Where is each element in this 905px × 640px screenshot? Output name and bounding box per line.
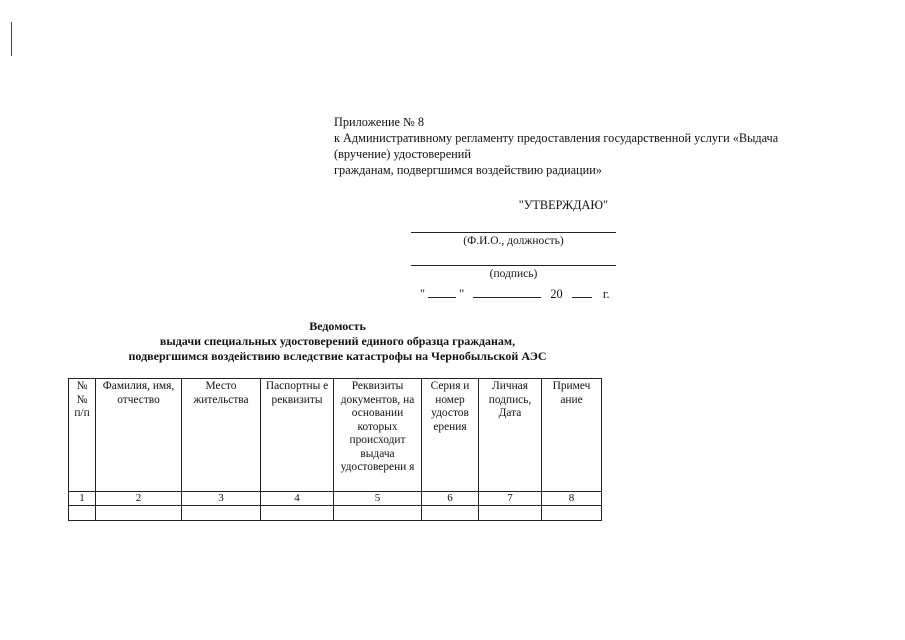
column-number-row	[69, 492, 602, 506]
column-number: 4	[261, 492, 334, 506]
appendix-reference: к Административному регламенту предоставления государственной услуги «Выдача	[334, 131, 779, 145]
margin-mark	[11, 22, 12, 56]
column-number: 1	[69, 492, 96, 506]
approval-title: "УТВЕРЖДАЮ"	[518, 198, 608, 212]
appendix-number: Приложение № 8	[334, 115, 425, 129]
header-cell-note: Примеч ание	[542, 379, 602, 492]
column-number: 2	[96, 492, 182, 506]
signature-caption: (подпись)	[489, 268, 538, 280]
empty-cell	[334, 506, 422, 521]
empty-cell	[479, 506, 542, 521]
header-cell-name: Фамилия, имя, отчество	[96, 379, 182, 492]
empty-cell	[542, 506, 602, 521]
month-blank	[473, 288, 541, 298]
ledger-table	[68, 378, 602, 521]
year-blank	[572, 288, 592, 298]
document-title-sub1: выдачи специальных удостоверений единого образца гражданам,	[159, 334, 516, 348]
column-number: 3	[182, 492, 261, 506]
empty-cell	[69, 506, 96, 521]
empty-cell	[182, 506, 261, 521]
day-blank	[428, 288, 456, 298]
appendix-header	[334, 114, 778, 178]
year-suffix: г.	[602, 287, 610, 301]
header-cell-residence: Место жительства	[182, 379, 261, 492]
date-quote-open: "	[420, 287, 426, 301]
header-cell-passport: Паспортны е реквизиты	[261, 379, 334, 492]
column-number: 5	[334, 492, 422, 506]
approval-block	[411, 198, 616, 282]
table-header-row	[69, 379, 602, 492]
header-cell-certificate: Серия и номер удостов ерения	[422, 379, 479, 492]
year-prefix: 20	[550, 287, 563, 301]
empty-cell	[96, 506, 182, 521]
column-number: 6	[422, 492, 479, 506]
empty-cell	[422, 506, 479, 521]
header-cell-signature: Личная подпись, Дата	[479, 379, 542, 492]
appendix-reference-cont: (вручение) удостоверений	[334, 147, 471, 161]
date-quote-close: "	[459, 287, 465, 301]
name-position-caption: (Ф.И.О., должность)	[463, 235, 564, 247]
approval-date	[420, 287, 610, 302]
document-title-sub2: подвергшимся воздействию вследствие катастрофы на Чернобыльской АЭС	[128, 349, 547, 363]
empty-cell	[261, 506, 334, 521]
table-row	[69, 506, 602, 521]
document-title-main: Ведомость	[309, 319, 366, 333]
signature-line	[411, 251, 616, 266]
name-position-line	[411, 218, 616, 233]
header-cell-documents: Реквизиты документов, на основании которых происходит выдача удостоверени я	[334, 379, 422, 492]
column-number: 8	[542, 492, 602, 506]
column-number: 7	[479, 492, 542, 506]
header-cell-number: № № п/п	[69, 379, 96, 492]
document-title	[70, 319, 605, 364]
appendix-reference-end: гражданам, подвергшимся воздействию радиации»	[334, 163, 602, 177]
